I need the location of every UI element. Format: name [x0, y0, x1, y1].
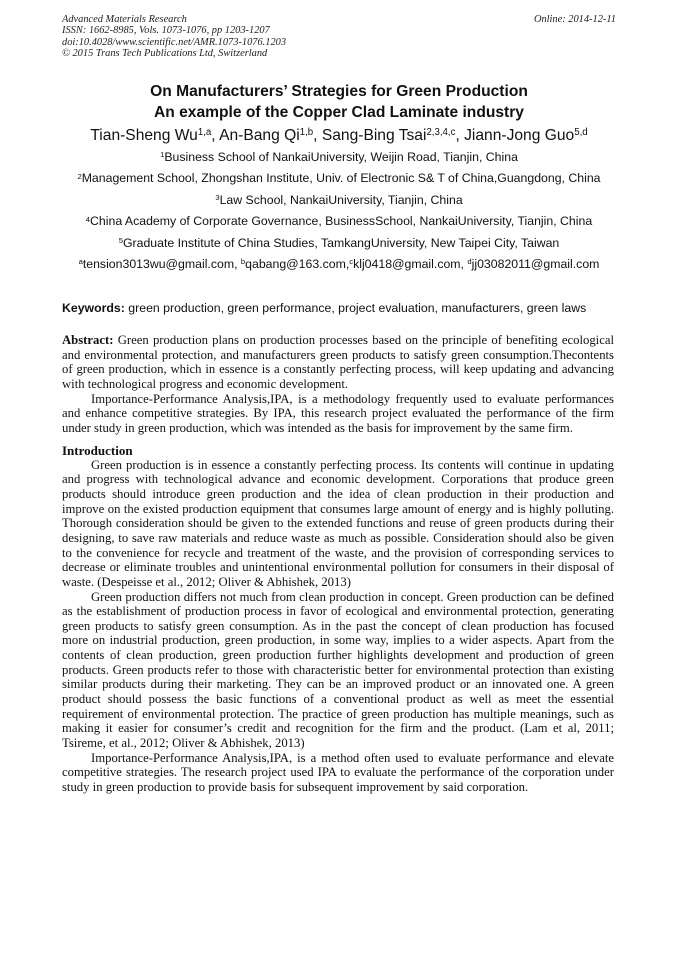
keywords-label: Keywords: — [62, 301, 125, 315]
affiliation-mark: 2 — [77, 171, 82, 181]
email-address: jj03082011@gmail.com — [471, 257, 600, 272]
author-affiliation-mark: 2,3,4,c — [426, 126, 456, 138]
author-separator: , — [455, 127, 465, 144]
copyright-line: © 2015 Trans Tech Publications Ltd, Switzerland — [62, 48, 268, 60]
author-name: An-Bang Qi — [219, 127, 300, 144]
abstract-paragraph-2: Importance-Performance Analysis,IPA, is a methodology frequently used to evaluate performances and enhance competitive strategies. By IPA, this research project evaluated the performance of the firm under study in green production, which was intended as the basis for improvement by the same firm. — [62, 391, 614, 435]
affiliation-text: Graduate Institute of China Studies, TamkangUniversity, New Taipei City, Taiwan — [122, 235, 560, 250]
intro-paragraph-1: Green production is in essence a constantly perfecting process. Its contents will continue in updating and progress with technological advance and economic development. Corporations that produce green products should introduce green production and the idea of clean production in their production and improve on the existed production equipment that consumes large amount of energy and is highly polluting. Thorough consideration should be given to the extended functions and reuse of green products during their designing, to save raw materials and reduce waste as much as possible. Consideration should also be given to the convenience for recycle and treatment of the waste, and the provision of corresponding services to decrease or eliminate troubles and unintentional environmental pollution for consumers in their disposal of waste. (Despeisse et al., 2012; Oliver & Abhishek, 2013) — [62, 457, 614, 589]
affiliation-text: Law School, NankaiUniversity, Tianjin, China — [219, 192, 463, 207]
abstract-text: Green production plans on production processes based on the principle of benefiting ecological and environmental protection, and manufacturers green products to satisfy green consumption.Thecontents of green production, which in essence is a constantly perfecting process, will keep updating and advancing with technological progress and economic development. — [62, 333, 614, 391]
online-date: Online: 2014-12-11 — [533, 14, 616, 25]
affiliation — [40, 147, 638, 168]
affiliation-mark: 1 — [160, 150, 165, 160]
title-block — [40, 81, 638, 275]
running-header — [62, 14, 616, 60]
email-mark: a — [78, 257, 83, 267]
email-address: tension3013wu@gmail.com, — [82, 257, 241, 272]
affiliation — [40, 233, 638, 254]
author-separator: , — [313, 127, 322, 144]
email-mark: b — [240, 257, 246, 267]
affiliation-mark: 5 — [118, 235, 123, 245]
email-mark: d — [467, 257, 472, 267]
author-name: Tian-Sheng Wu — [90, 127, 198, 144]
keywords-text: green production, green performance, project evaluation, manufacturers, green laws — [124, 301, 587, 315]
affiliation — [40, 190, 638, 211]
abstract-label: Abstract: — [62, 333, 114, 347]
affiliation — [40, 211, 638, 232]
author-affiliation-mark: 5,d — [574, 126, 588, 138]
author-name: Sang-Bing Tsai — [321, 127, 427, 144]
paper-subtitle: An example of the Copper Clad Laminate industry — [154, 104, 524, 121]
affiliation-text: Business School of NankaiUniversity, Weijin Road, Tianjin, China — [164, 150, 518, 164]
paper-body — [62, 333, 614, 795]
doi-line: doi:10.4028/www.scientific.net/AMR.1073-1076.1203 — [62, 36, 287, 48]
author-name: Jiann-Jong Guo — [464, 127, 575, 144]
author-affiliation-mark: 1,a — [197, 126, 212, 138]
journal-name: Advanced Materials Research — [62, 14, 187, 25]
affiliation — [40, 168, 638, 189]
affiliation-mark: 3 — [215, 193, 220, 203]
email-list — [40, 254, 638, 275]
author-list — [40, 125, 638, 147]
paper-title: On Manufacturers’ Strategies for Green Production — [150, 83, 528, 100]
section-heading-introduction: Introduction — [62, 442, 133, 458]
email-address: klj0418@gmail.com, — [353, 257, 468, 272]
intro-paragraph-3: Importance-Performance Analysis,IPA, is a method often used to evaluate performance and elevate competitive strategies. The research project used IPA to evaluate the performance of the corporation under study in green production to provide basis for subsequent improvement by said corporation. — [62, 750, 614, 795]
author-separator: , — [211, 127, 220, 144]
email-mark: c — [349, 257, 354, 267]
affiliation-text: Management School, Zhongshan Institute, Univ. of Electronic S& T of China,Guangdong, China — [81, 171, 601, 186]
keywords — [62, 300, 618, 316]
email-address: qabang@163.com, — [245, 257, 350, 272]
author-affiliation-mark: 1,b — [299, 126, 314, 138]
affiliation-mark: 4 — [85, 214, 91, 224]
issn-line: ISSN: 1662-8985, Vols. 1073-1076, pp 1203-1207 — [62, 25, 270, 37]
affiliation-text: China Academy of Corporate Governance, BusinessSchool, NankaiUniversity, Tianjin, China — [90, 214, 593, 229]
abstract-paragraph — [62, 333, 614, 392]
intro-paragraph-2: Green production differs not much from clean production in concept. Green production can be defined as the establishment of production process in favor of ecological and environmental protection, generating green products to satisfy green consumption. As in the past the concept of clean production has focused more on industrial production, green production, in some way, implies to a wider aspects. Apart from the contents of clean production, green production further highlights development and production of green products. Green products refer to those with characteristic better for environmental protection than existing similar products during their marketing. They can be an improved product or an innovated one. A green product should possess the basic functions of a conventional product as well as meet the essential requirement of environmental protection. The practice of green production has multiple meanings, such as making it easier for consumer’s credit and recognition for the firm and the product. (Lam et al, 2011; Tsireme, et al., 2012; Oliver & Abhishek, 2013) — [62, 589, 614, 751]
